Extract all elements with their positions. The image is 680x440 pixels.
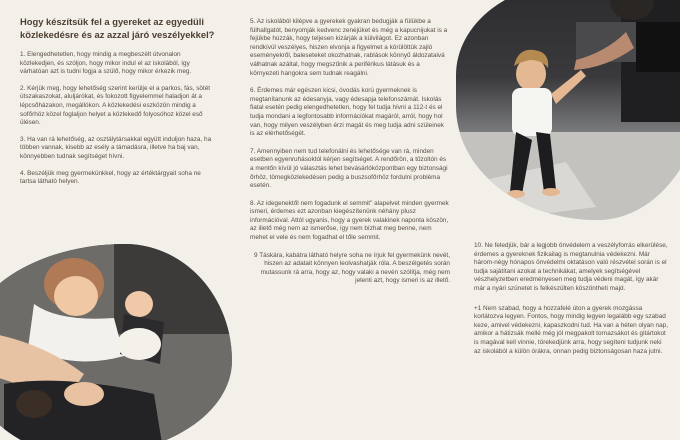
tip-6: 6. Érdemes már egészen kicsi, óvodás korú gyermeknek is megtanítanunk az édesanyja, vagy édesapja telefonszámát. Iskolás fiatal esetén pedig elengedhetetlen, hogy fel tudja hívni a 112-t és el tudja mondani a legfontosabb információkat magáról, arról, hogy hol van, hogy milyen veszélyben érzi magát és meg tudja adni szüleinek is az elérhetőségét.	[250, 87, 444, 138]
photo-child-self-defense-illustration	[456, 0, 680, 220]
tip-bonus: +1 Nem szabad, hogy a hozzafelé úton a gyerek mozgássa korlátozva legyen. Fontos, hogy mindig legyen legalább egy szabad keze, amivel védekezni, kapaszkodni tud. Ha van a héten olyan nap, amikor a hátizsák mellé még jól megpakolt tornazsákot és gitártokot is magával kell vinnie, törekedjünk arra, hogy segíteni tudjunk neki az iskolából a külön órákra, onnan pedig biztonságosan haza jutni.	[474, 304, 668, 355]
tip-2: 2. Kérjük meg, hogy lehetőség szerint kerülje el a parkos, fás, sötét útszakaszokat, aluljárókat, és fokozott figyelemmel haladjon át a lépcsőházakon, megállókon. A közlekedési eszközön mindig a sofőrhöz közel foglaljon helyet a közlekedő folyosóhoz közel eső ülésen.	[20, 84, 211, 127]
tip-3: 3. Ha van rá lehetőség, az osztálytársakkal együtt induljon haza, ha többen vannak, kisebb az esély a támadásra, illetve ha baj van, könnyebben tudnak segítséget hívni.	[20, 135, 212, 160]
tip-1: 1. Elengedhetetlen, hogy mindig a megbeszélt útvonalon közlekedjen, és szóljon, hogy mikor indul el az iskolából, így várhatóan azt is tudni fogja a szülő, hogy mikor érkezik meg.	[20, 51, 192, 76]
tip-8: 8. Az idegenektől nem fogadunk el semmit" alapelvet minden gyermek ismeri, érdemes ezt azonban kiegészítenünk néhány plusz információval. Attól ugyanis, hogy a gyerek valakinek naponta köszön, az illető még nem az ismerőse, így nem bízhat meg benne, nem mehet el vele és nem fogadhat el tőle semmit.	[250, 199, 449, 242]
photo-child-self-defense	[456, 0, 680, 220]
tip-7: 7. Amennyiben nem tud telefonálni és lehetősége van rá, minden esetben egyenruhásoktól kérjen segítséget. A rendőrön, a tűzoltón és a mentőn kívül jó választás lehet bevásárlóközpontban egy biztonsági őrhöz, tömegközlekedésen pedig a buszsofőrhöz fordulni probléma esetén.	[250, 147, 448, 190]
page-title: Hogy készítsük fel a gyereket az egyedüli közlekedésre és az azzal járó veszélyekkel?	[20, 16, 215, 40]
column-3	[474, 242, 670, 367]
column-2	[250, 18, 450, 295]
tip-5: 5. Az iskolából kilépve a gyerekek gyakran bedugják a fülükbe a fülhallgatót, benyomják kedvenc zenéjüket és még a kapucnijukat is a fejükbe húzzák, hogy teljesen kizárják a külvilágot. Ez azonban rendkívül veszélyes, hiszen elvonja a figyelmet a körülöttük zajló eseményekről, baleseteket okozhatnak, rablások könnyű áldozataivá válhatnak azáltal, hogy megszűnik a periférikus látásuk és a környezeti hangokra sem tudnak reagálni.	[250, 18, 448, 77]
tip-4: 4. Beszéljük meg gyermekünkkel, hogy az értéktárgyait soha ne tartsa látható helyen.	[20, 169, 201, 186]
tip-10: 10. Ne feledjük, bár a legjobb önvédelem a veszélyforrás elkerülése, érdemes a gyereknek fizikailag is megtanulnia védekezni. Már három-négy hónapos önvédelmi oktatáson való részvétel során is el tudja sajátítani azokat a technikákat, amelyek segítségével vészhelyzetben eredményesen meg tudja védeni magát, így akár már a nyári szünetet is felkészülten köszöntheti majd.	[474, 242, 668, 292]
photo-children-practice	[0, 244, 232, 440]
column-1	[20, 16, 216, 195]
tip-9: 9 Táskára, kabátra látható helyre soha ne írjuk fel gyermekünk nevét, hiszen az adatait könnyen leolvashatják róla. A beszélgetés során mutassunk rá arra, hogy az, hogy valaki a nevén szólítja, még nem jelenti azt, hogy ismeri is az illető.	[254, 251, 450, 285]
photo-children-practice-illustration	[0, 244, 232, 440]
